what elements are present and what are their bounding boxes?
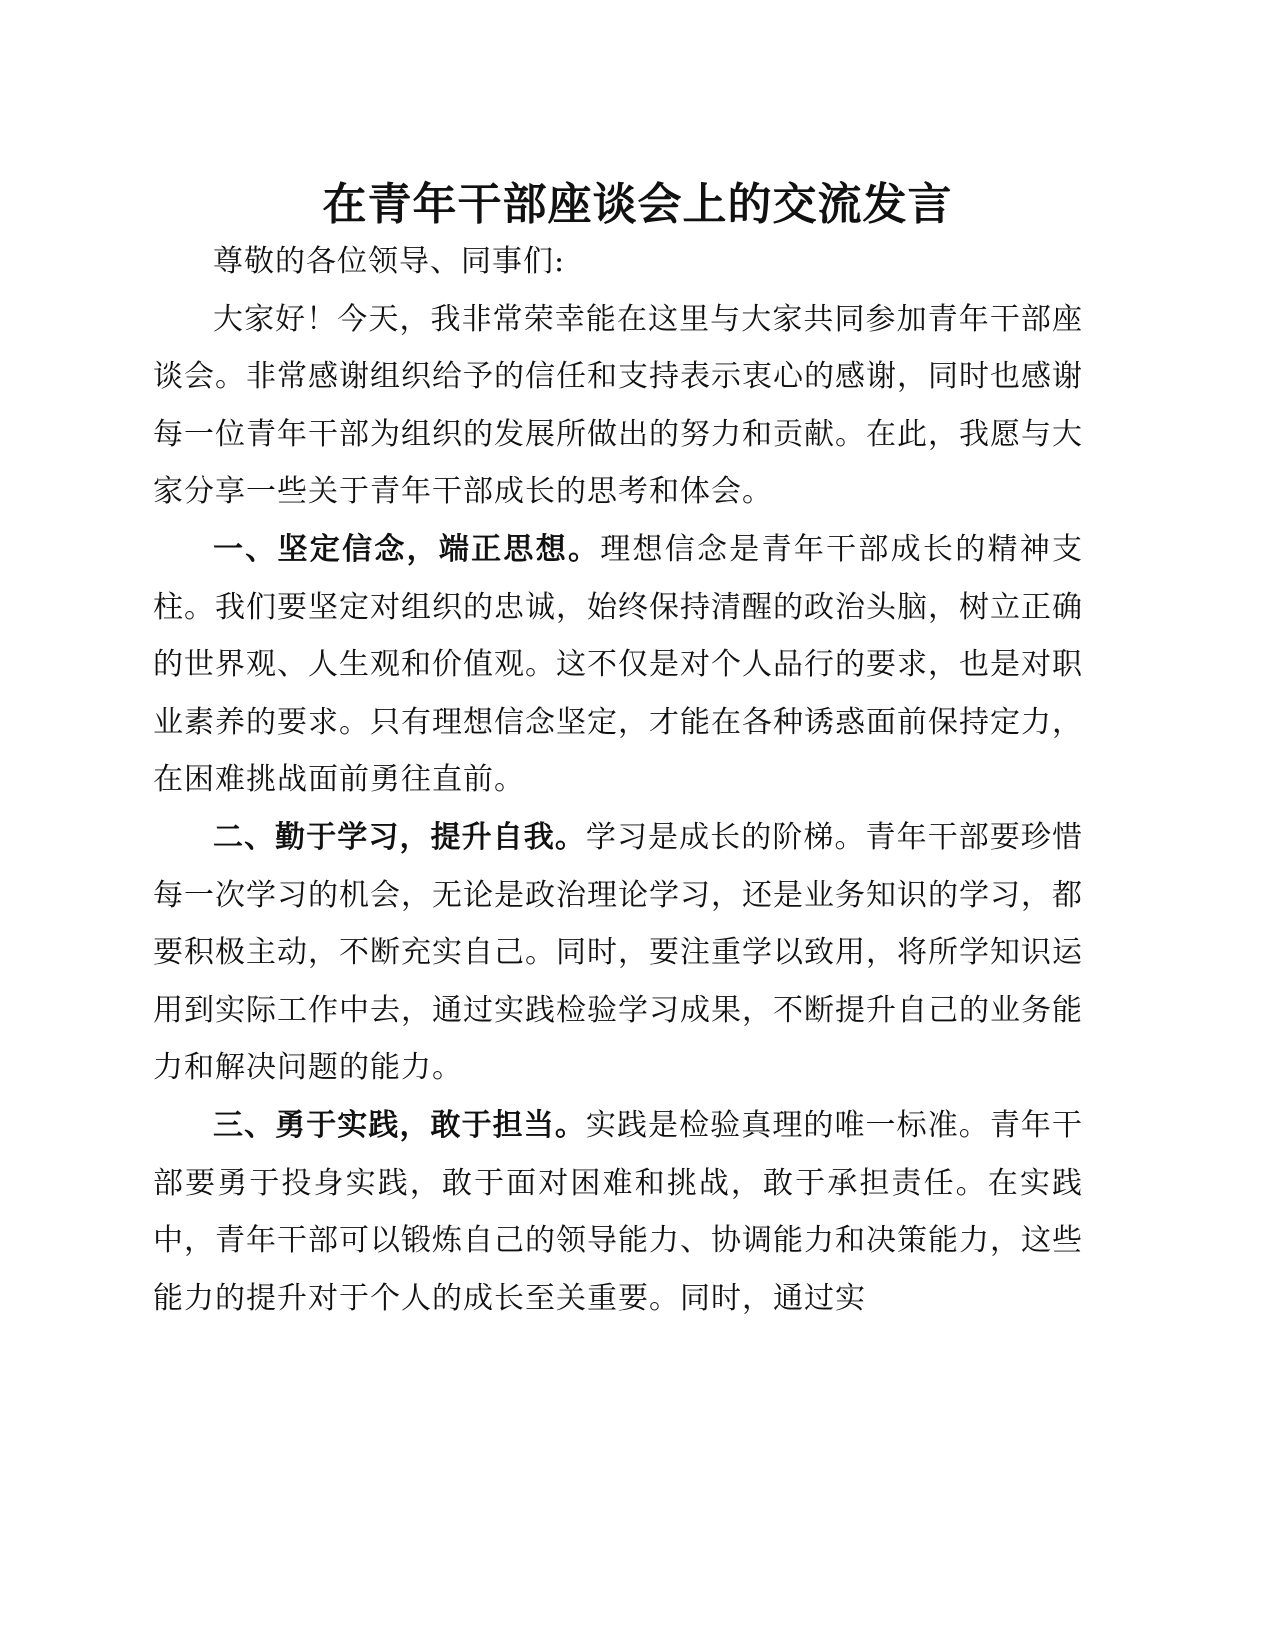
intro-paragraph: 大家好！今天，我非常荣幸能在这里与大家共同参加青年干部座谈会。非常感谢组织给予的信任和支持表示衷心的感谢，同时也感谢每一位青年干部为组织的发展所做出的努力和贡献。在此，我愿与大家分享一些关于青年干部成长的思考和体会。 (153, 301, 1083, 510)
section-text-2: 学习是成长的阶梯。青年干部要珍惜每一次学习的机会，无论是政治理论学习，还是业务知识的学习，都要积极主动，不断充实自己。同时，要注重学以致用，将所学知识运用到实际工作中去，通过实践检验学习成果，不断提升自己的业务能力和解决问题的能力。 (153, 819, 1084, 1086)
document-body (153, 233, 1083, 1327)
section-paragraph-1 (153, 521, 1083, 809)
document-title: 在青年干部座谈会上的交流发言 (322, 179, 953, 230)
section-heading-1: 一、坚定信念，端正思想。 (213, 531, 601, 567)
section-text-3: 实践是检验真理的唯一标准。青年干部要勇于投身实践，敢于面对困难和挑战，敢于承担责任。在实践中，青年干部可以锻炼自己的领导能力、协调能力和决策能力，这些能力的提升对于个人的成长至关重要。同时，通过实 (153, 1107, 1084, 1316)
section-heading-2: 二、勤于学习，提升自我。 (213, 819, 586, 855)
section-text-1: 理想信念是青年干部成长的精神支柱。我们要坚定对组织的忠诚，始终保持清醒的政治头脑，树立正确的世界观、人生观和价值观。这不仅是对个人品行的要求，也是对职业素养的要求。只有理想信念坚定，才能在各种诱惑面前保持定力，在困难挑战面前勇往直前。 (153, 531, 1084, 798)
section-paragraph-2 (153, 809, 1083, 1097)
salutation: 尊敬的各位领导、同事们: (213, 244, 566, 279)
section-heading-3: 三、勇于实践，敢于担当。 (213, 1107, 586, 1143)
section-paragraph-3 (153, 1097, 1083, 1327)
